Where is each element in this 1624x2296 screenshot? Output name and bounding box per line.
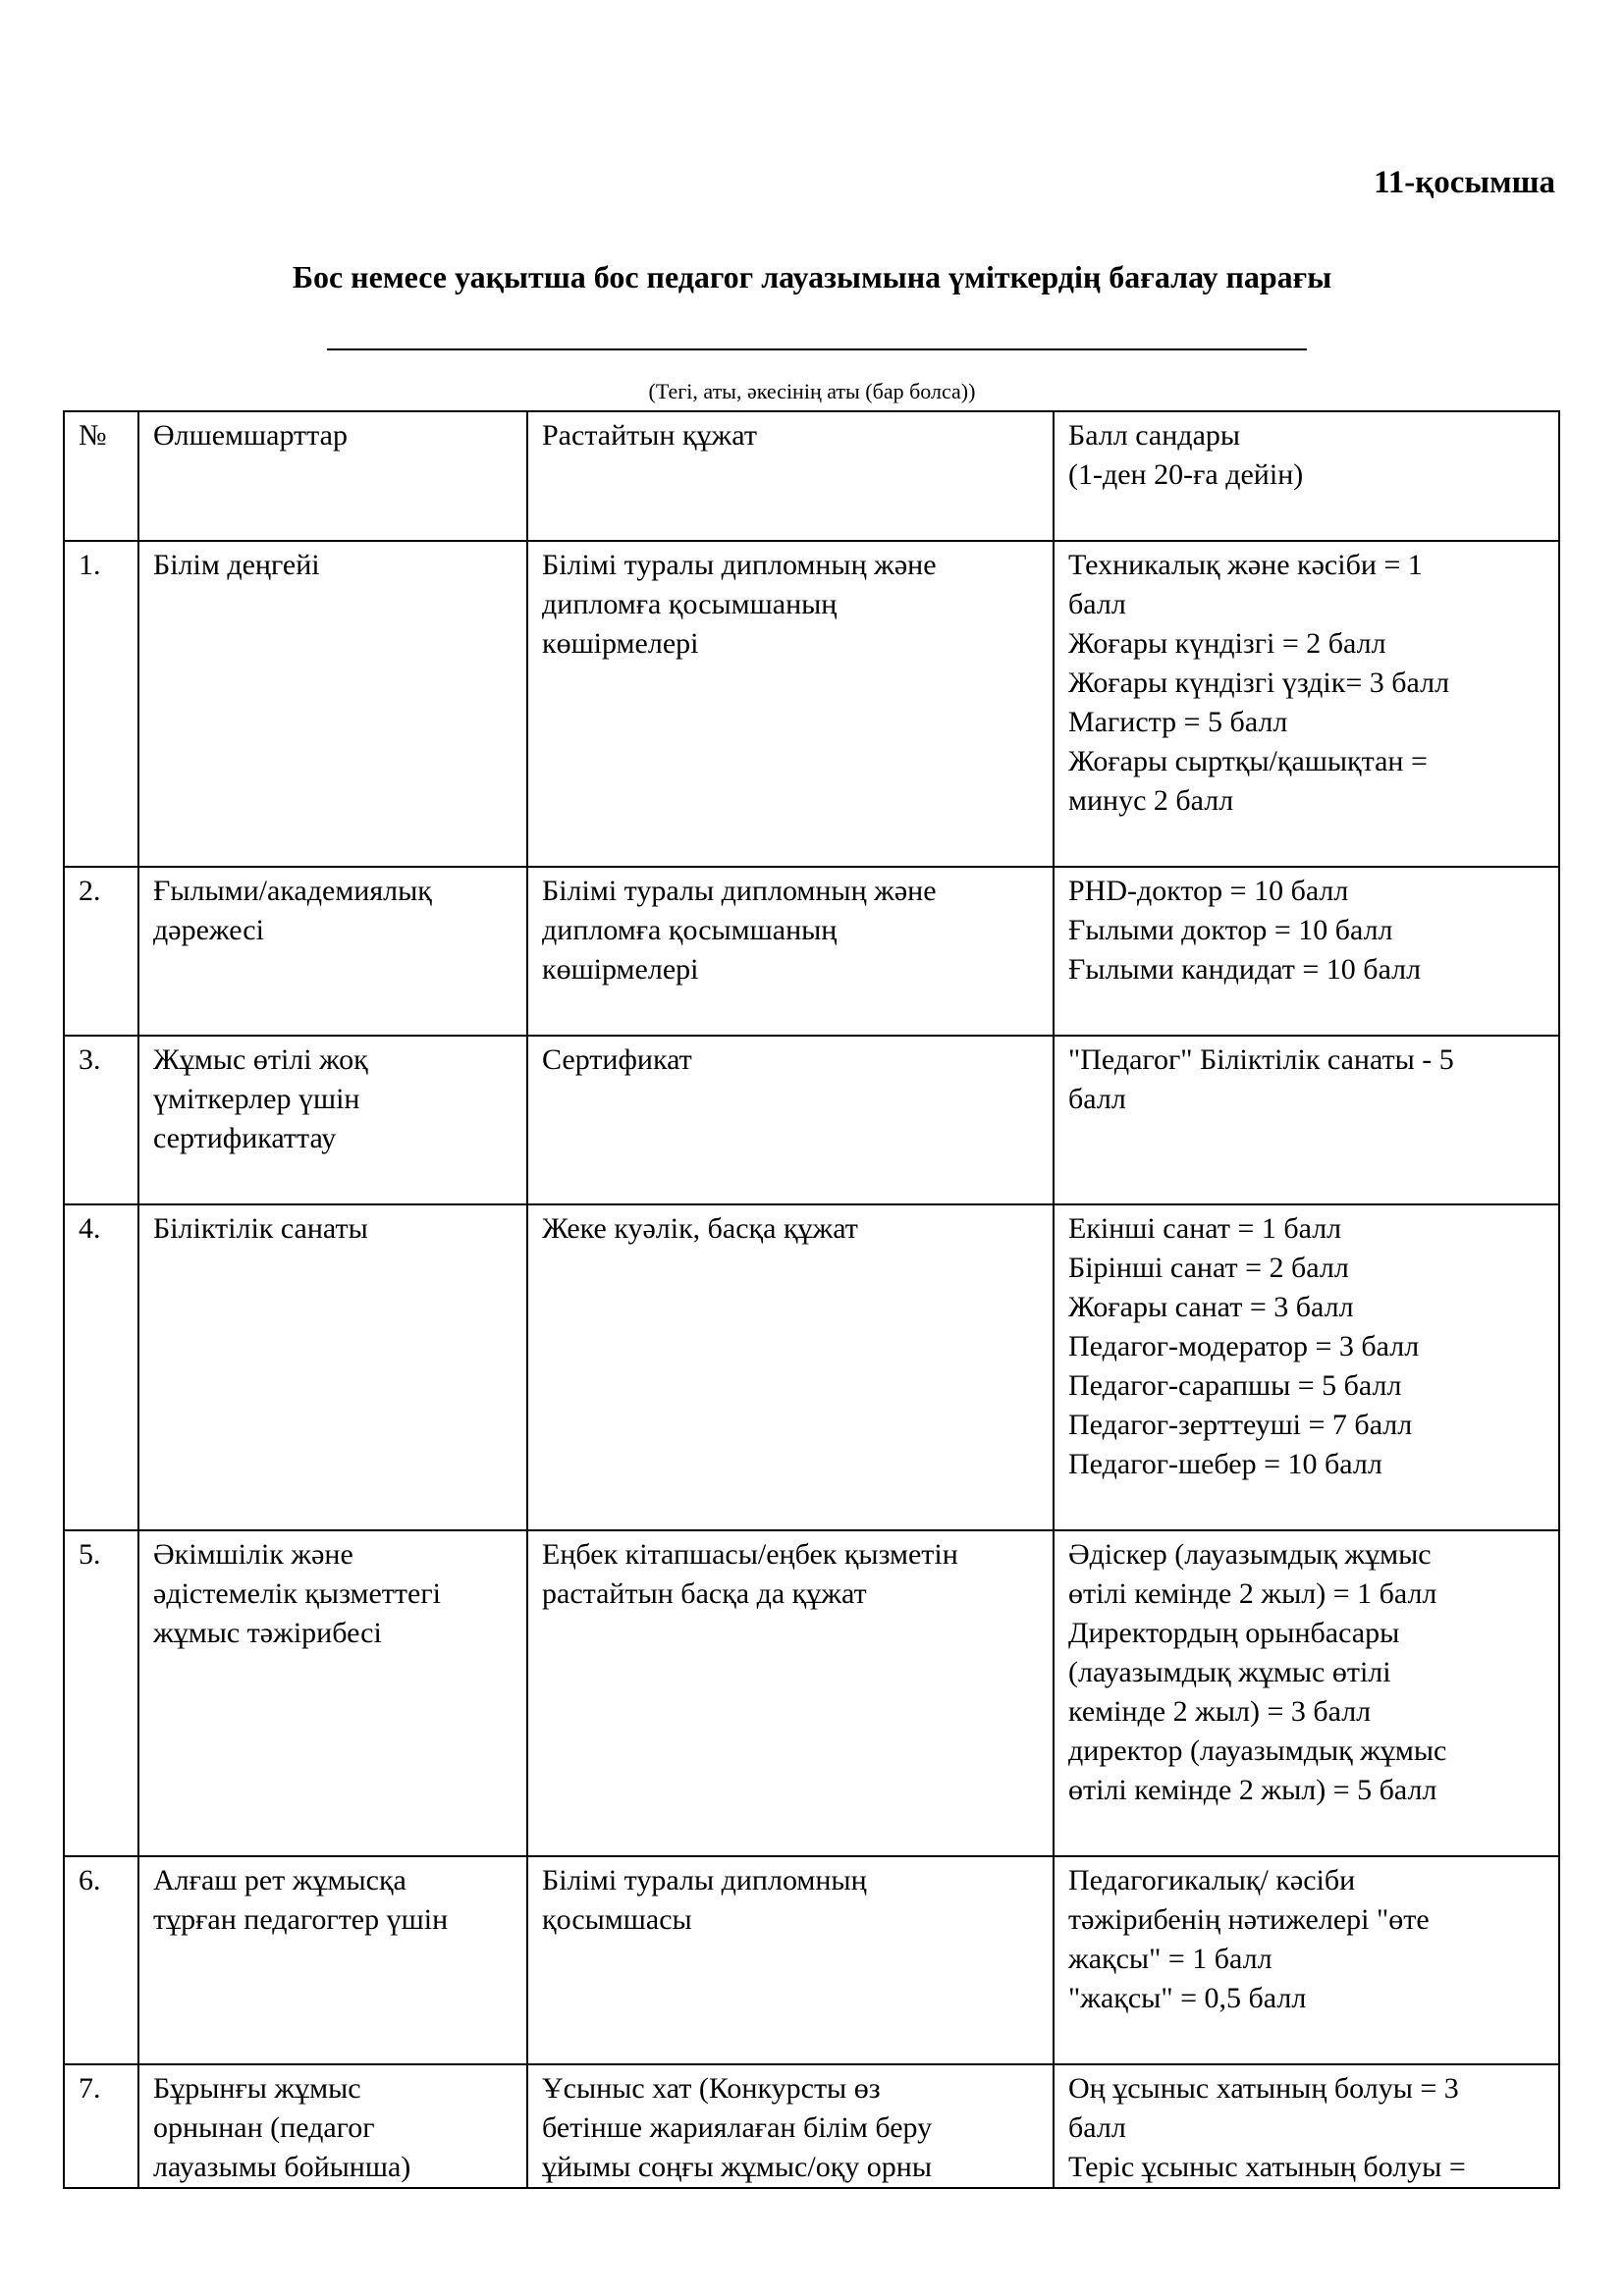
- cell-score-line: балл: [1068, 1083, 1126, 1115]
- cell-document: [527, 1036, 1054, 1204]
- cell-score-line: Бірінші санат = 2 балл: [1068, 1252, 1349, 1284]
- cell-score-line: Педагог-сарапшы = 5 балл: [1068, 1369, 1402, 1402]
- cell-document-line: дипломға қосымшаның: [542, 588, 838, 620]
- cell-document: [527, 1530, 1054, 1856]
- cell-score: [1054, 1036, 1559, 1204]
- table-row: [64, 541, 1559, 867]
- cell-criteria-line: орнынан (педагог: [153, 2111, 375, 2144]
- cell-score-line: Жоғары күндізгі = 2 балл: [1068, 627, 1386, 660]
- table-header-row: [64, 411, 1559, 541]
- cell-criteria-line: Біліктілік санаты: [153, 1212, 368, 1245]
- cell-score-line: Теріс ұсыныс хатының болуы =: [1068, 2151, 1466, 2183]
- criteria-table: [63, 410, 1560, 2189]
- table-row: [64, 1856, 1559, 2064]
- cell-document: [527, 541, 1054, 867]
- cell-document-line: Білімі туралы дипломның және: [542, 875, 937, 907]
- cell-criteria: [138, 1856, 527, 2064]
- cell-score-line: (лауазымдық жұмыс өтілі: [1068, 1656, 1391, 1688]
- cell-score: [1054, 867, 1559, 1036]
- cell-score-line: минус 2 балл: [1068, 784, 1234, 817]
- cell-score-line: Оң ұсыныс хатының болуы = 3: [1068, 2072, 1459, 2105]
- cell-num: 1.: [64, 541, 138, 867]
- cell-num: 7.: [64, 2064, 138, 2188]
- cell-score: [1054, 1530, 1559, 1856]
- table-row: [64, 1204, 1559, 1530]
- cell-document: [527, 867, 1054, 1036]
- cell-criteria-line: Білім деңгейі: [153, 549, 320, 581]
- cell-document-line: көшірмелері: [542, 627, 699, 660]
- header-score-line: (1-ден 20-ға дейін): [1068, 458, 1304, 491]
- cell-score-line: Жоғары күндізгі үздік= 3 балл: [1068, 667, 1450, 699]
- cell-document-line: Жеке куәлік, басқа құжат: [542, 1212, 858, 1245]
- cell-document-line: Сертификат: [542, 1043, 692, 1076]
- cell-criteria-line: Алғаш рет жұмысқа: [153, 1864, 406, 1896]
- cell-criteria-line: дәрежесі: [153, 914, 264, 946]
- cell-document: [527, 1856, 1054, 2064]
- cell-document-line: Білімі туралы дипломның және: [542, 549, 937, 581]
- cell-criteria: [138, 2064, 527, 2188]
- cell-score-line: өтілі кемінде 2 жыл) = 5 балл: [1068, 1774, 1437, 1806]
- cell-score-line: PHD-доктор = 10 балл: [1068, 875, 1349, 907]
- cell-criteria-line: тұрған педагогтер үшін: [153, 1903, 449, 1936]
- cell-score: [1054, 2064, 1559, 2188]
- cell-num: 3.: [64, 1036, 138, 1204]
- cell-score-line: Ғылыми доктор = 10 балл: [1068, 914, 1393, 946]
- table-row: [64, 1036, 1559, 1204]
- cell-document-line: Еңбек кітапшасы/еңбек қызметін: [542, 1538, 958, 1571]
- header-criteria: Өлшемшарттар: [138, 411, 527, 541]
- cell-num: 5.: [64, 1530, 138, 1856]
- cell-criteria-line: әдістемелік қызметтегі: [153, 1577, 441, 1610]
- cell-score: [1054, 1856, 1559, 2064]
- cell-score-line: Директордың орынбасары: [1068, 1617, 1400, 1649]
- appendix-label: 11-қосымша: [1374, 165, 1555, 200]
- cell-score-line: Әдіскер (лауазымдық жұмыс: [1068, 1538, 1432, 1571]
- table-row: [64, 2064, 1559, 2188]
- cell-criteria-line: үміткерлер үшін: [153, 1083, 360, 1115]
- cell-document-line: Ұсыныс хат (Конкурсты өз: [542, 2072, 881, 2105]
- cell-score-line: балл: [1068, 2111, 1126, 2144]
- cell-score: [1054, 1204, 1559, 1530]
- cell-document-line: ұйымы соңғы жұмыс/оқу орны: [542, 2151, 932, 2183]
- table-row: [64, 867, 1559, 1036]
- cell-score-line: Жоғары санат = 3 балл: [1068, 1291, 1354, 1323]
- cell-score-line: Техникалық және кәсіби = 1: [1068, 549, 1423, 581]
- cell-criteria-line: лауазымы бойынша): [153, 2151, 411, 2183]
- header-document: Растайтын құжат: [527, 411, 1054, 541]
- cell-document-line: көшірмелері: [542, 953, 699, 986]
- cell-criteria: [138, 1204, 527, 1530]
- cell-document-line: бетінше жариялаған білім беру: [542, 2111, 933, 2144]
- cell-score-line: Педагогикалық/ кәсіби: [1068, 1864, 1356, 1896]
- header-score: [1054, 411, 1559, 541]
- cell-criteria-line: Әкімшілік және: [153, 1538, 353, 1571]
- cell-score-line: директор (лауазымдық жұмыс: [1068, 1735, 1447, 1767]
- cell-score-line: Педагог-зерттеуші = 7 балл: [1068, 1409, 1413, 1441]
- cell-score-line: Жоғары сыртқы/қашықтан =: [1068, 745, 1428, 777]
- cell-document-line: дипломға қосымшаның: [542, 914, 838, 946]
- cell-criteria-line: Жұмыс өтілі жоқ: [153, 1043, 368, 1076]
- cell-criteria: [138, 541, 527, 867]
- cell-score-line: Екінші санат = 1 балл: [1068, 1212, 1342, 1245]
- cell-document-line: растайтын басқа да құжат: [542, 1577, 867, 1610]
- cell-criteria: [138, 867, 527, 1036]
- cell-criteria-line: сертификаттау: [153, 1122, 337, 1154]
- cell-criteria-line: Бұрынғы жұмыс: [153, 2072, 361, 2105]
- cell-score-line: Педагог-модератор = 3 балл: [1068, 1330, 1420, 1362]
- cell-criteria: [138, 1530, 527, 1856]
- name-caption: (Тегі, аты, әкесінің аты (бар болса)): [648, 379, 976, 403]
- name-blank-line: [327, 348, 1307, 350]
- cell-criteria-line: Ғылыми/академиялық: [153, 875, 432, 907]
- cell-score-line: балл: [1068, 588, 1126, 620]
- cell-num: 2.: [64, 867, 138, 1036]
- header-num: №: [64, 411, 138, 541]
- cell-num: 4.: [64, 1204, 138, 1530]
- cell-document: [527, 1204, 1054, 1530]
- table-row: [64, 1530, 1559, 1856]
- cell-score-line: "Педагог" Біліктілік санаты - 5: [1068, 1043, 1454, 1076]
- cell-score-line: кемінде 2 жыл) = 3 балл: [1068, 1695, 1372, 1728]
- cell-score-line: тәжірибенің нәтижелері "өте: [1068, 1903, 1430, 1936]
- cell-document-line: Білімі туралы дипломның: [542, 1864, 867, 1896]
- header-score-line: Балл сандары: [1068, 419, 1241, 452]
- cell-score-line: Магистр = 5 балл: [1068, 706, 1288, 738]
- cell-score-line: "жақсы" = 0,5 балл: [1068, 1982, 1307, 2014]
- cell-score: [1054, 541, 1559, 867]
- cell-document: [527, 2064, 1054, 2188]
- cell-document-line: қосымшасы: [542, 1903, 692, 1936]
- cell-score-line: Ғылыми кандидат = 10 балл: [1068, 953, 1422, 986]
- cell-criteria: [138, 1036, 527, 1204]
- page-title: Бос немесе уақытша бос педагог лауазымына үміткердің бағалау парағы: [292, 259, 1332, 294]
- cell-num: 6.: [64, 1856, 138, 2064]
- cell-score-line: өтілі кемінде 2 жыл) = 1 балл: [1068, 1577, 1437, 1610]
- cell-criteria-line: жұмыс тәжірибесі: [153, 1617, 382, 1649]
- cell-score-line: жақсы" = 1 балл: [1068, 1943, 1272, 1975]
- cell-score-line: Педагог-шебер = 10 балл: [1068, 1448, 1382, 1480]
